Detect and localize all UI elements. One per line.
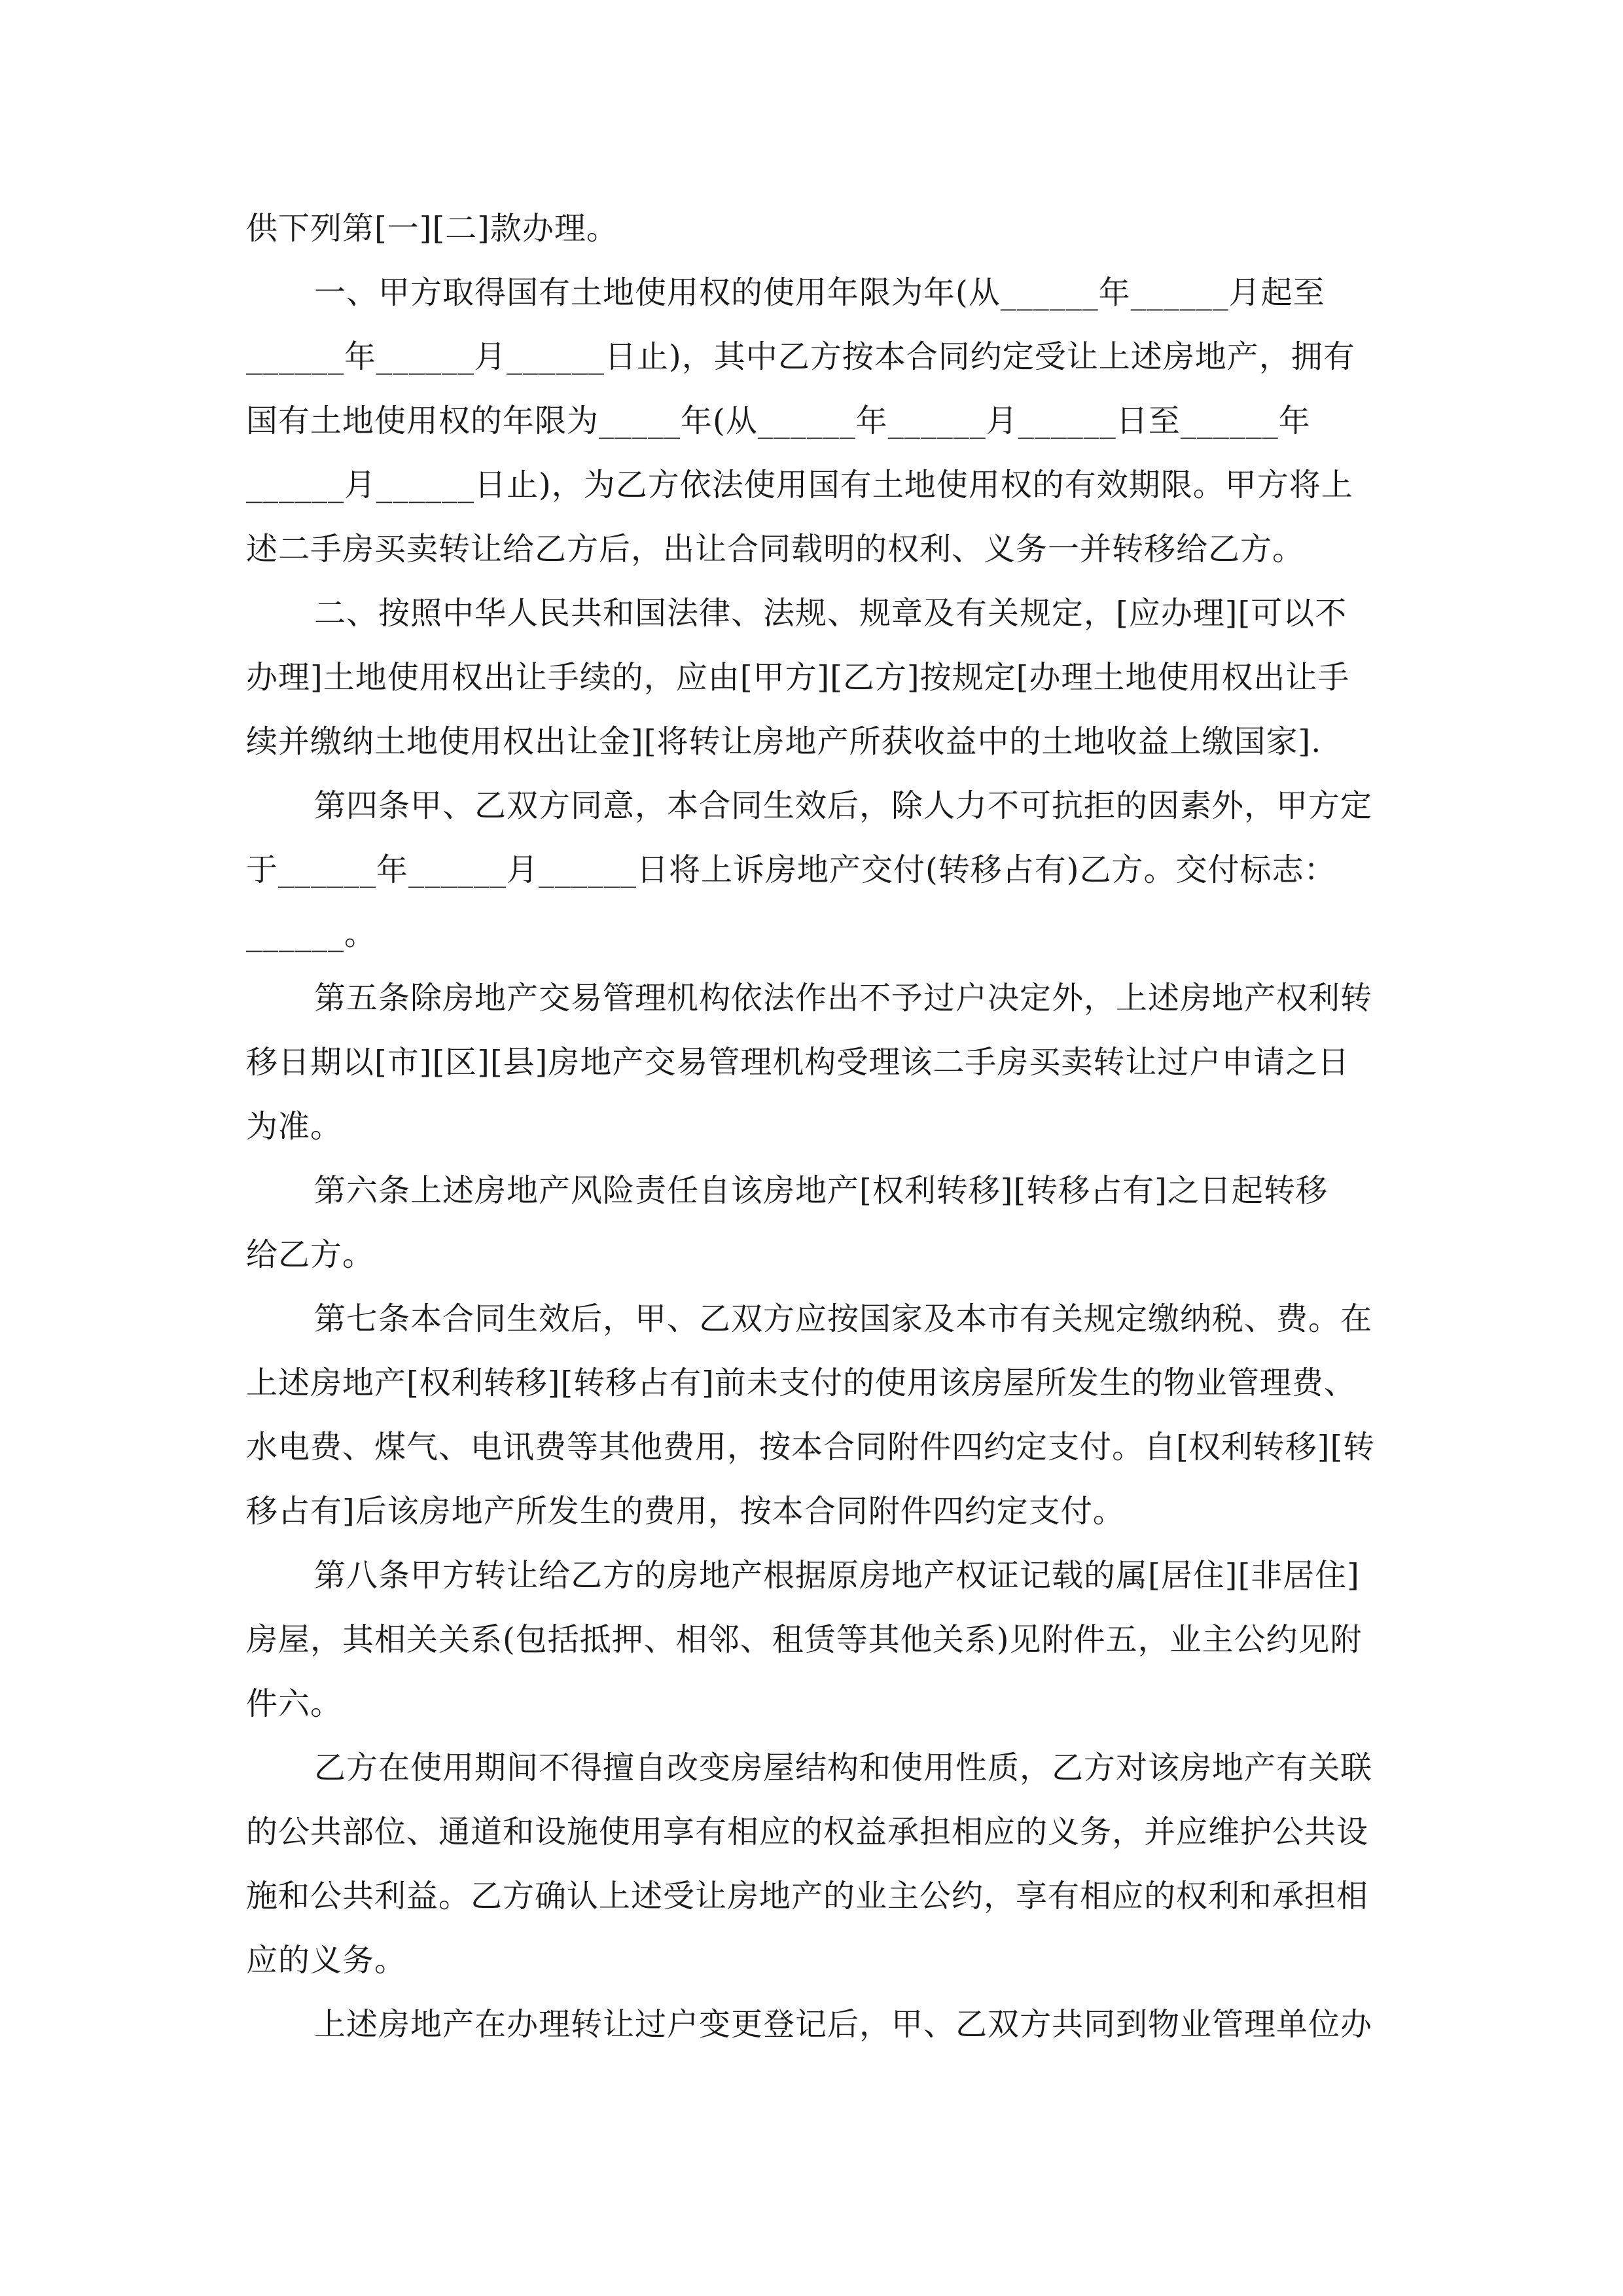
document-body	[246, 196, 1377, 2056]
text-line: 办理]土地使用权出让手续的，应由[甲方][乙方]按规定[办理土地使用权出让手	[246, 659, 1350, 696]
text-line: 水电费、煤气、电讯费等其他费用，按本合同附件四约定支付。自[权利转移][转	[246, 1429, 1376, 1465]
text-line: ______月______日止)，为乙方依法使用国有土地使用权的有效期限。甲方将上	[246, 467, 1353, 503]
text-line: 第八条甲方转让给乙方的房地产根据原房地产权证记载的属[居住][非居住]	[314, 1557, 1360, 1594]
text-line: 应的义务。	[246, 1942, 407, 1979]
text-line: ______年______月______日止)，其中乙方按本合同约定受让上述房地产，拥有	[246, 338, 1355, 375]
text-line: 续并缴纳土地使用权出让金][将转让房地产所获收益中的土地收益上缴国家].	[246, 723, 1322, 760]
text-line: 乙方在使用期间不得擅自改变房屋结构和使用性质，乙方对该房地产有关联	[314, 1749, 1373, 1786]
text-line: 第六条上述房地产风险责任自该房地产[权利转移][转移占有]之日起转移	[314, 1172, 1328, 1209]
text-line: 房屋，其相关关系(包括抵押、相邻、租赁等其他关系)见附件五，业主公约见附	[246, 1621, 1363, 1658]
text-line: 于______年______月______日将上诉房地产交付(转移占有)乙方。交付标志：	[246, 852, 1336, 888]
text-line: 上述房地产[权利转移][转移占有]前未支付的使用该房屋所发生的物业管理费、	[246, 1365, 1356, 1401]
text-line: 第五条除房地产交易管理机构依法作出不予过户决定外，上述房地产权利转	[314, 980, 1373, 1016]
text-line: 给乙方。	[246, 1236, 375, 1273]
text-line: 供下列第[一][二]款办理。	[246, 210, 618, 247]
text-line: 第四条甲、乙双方同意，本合同生效后，除人力不可抗拒的因素外，甲方定	[314, 787, 1373, 824]
text-line: 国有土地使用权的年限为_____年(从______年______月______日至______年	[246, 403, 1311, 439]
text-line: 移日期以[市][区][县]房地产交易管理机构受理该二手房买卖转让过户申请之日	[246, 1044, 1350, 1081]
text-line: 第七条本合同生效后，甲、乙双方应按国家及本市有关规定缴纳税、费。在	[314, 1300, 1373, 1337]
text-line: 移占有]后该房地产所发生的费用，按本合同附件四约定支付。	[246, 1493, 1125, 1530]
text-line: ______。	[246, 916, 377, 952]
text-line: 一、甲方取得国有土地使用权的使用年限为年(从______年______月起至	[314, 274, 1325, 311]
text-line: 上述房地产在办理转让过户变更登记后，甲、乙双方共同到物业管理单位办	[314, 2006, 1373, 2043]
text-line: 二、按照中华人民共和国法律、法规、规章及有关规定，[应办理][可以不	[314, 595, 1347, 632]
text-line: 施和公共利益。乙方确认上述受让房地产的业主公约，享有相应的权利和承担相	[246, 1878, 1369, 1914]
text-line: 件六。	[246, 1685, 343, 1722]
text-line: 的公共部位、通道和设施使用享有相应的权益承担相应的义务，并应维护公共设	[246, 1814, 1369, 1850]
text-line: 为准。	[246, 1108, 343, 1145]
text-line: 述二手房买卖转让给乙方后，出让合同载明的权利、义务一并转移给乙方。	[246, 531, 1305, 567]
